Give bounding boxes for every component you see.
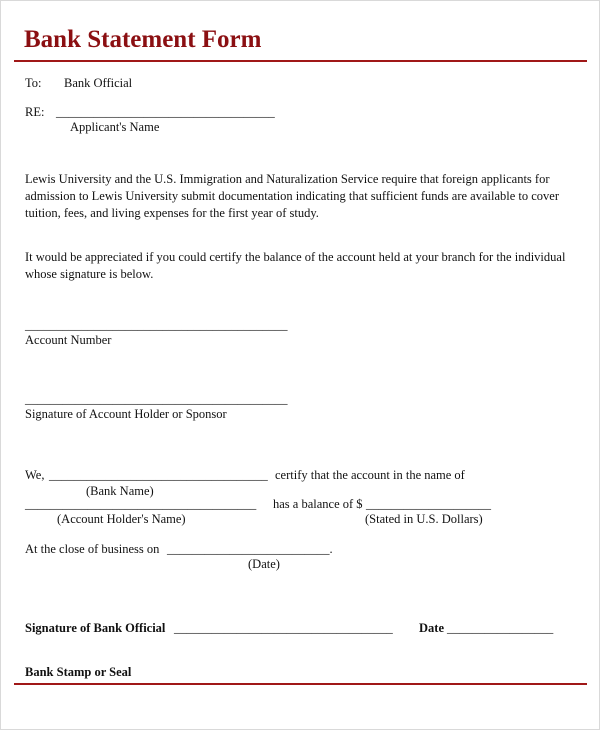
to-value: Bank Official [64,76,133,90]
amount-line[interactable]: ____________________ [366,497,491,511]
intro-paragraph: Lewis University and the U.S. Immigration and Naturalization Service require that foreign applicants for admission to Lewis University submit documentation indicating that sufficient funds are available to cover tuition, fees, and living expenses for the first year of study. [25,172,560,220]
holder-name-caption: (Account Holder's Name) [57,512,186,526]
official-date-label: Date [419,621,444,635]
date-caption: (Date) [248,557,280,571]
balance-text: has a balance of $ [273,497,363,511]
certify-text: certify that the account in the name of [275,468,465,482]
amount-caption: (Stated in U.S. Dollars) [365,512,483,526]
account-number-line[interactable]: __________________________________________ [25,318,288,332]
bank-stamp-label: Bank Stamp or Seal [25,665,132,679]
bank-name-line[interactable]: ___________________________________ [49,468,268,482]
applicant-name-line[interactable]: ___________________________________ [56,105,275,119]
top-divider [14,60,587,62]
close-of-business-text: At the close of business on [25,542,160,556]
form-title: Bank Statement Form [24,26,262,53]
bank-official-signature-line[interactable]: ___________________________________ [174,621,393,635]
official-date-line[interactable]: _________________ [447,621,554,635]
request-paragraph: It would be appreciated if you could certify the balance of the account held at your branch for the individual whose signature is below. [25,250,566,281]
holder-signature-line[interactable]: __________________________________________ [25,392,288,406]
holder-signature-caption: Signature of Account Holder or Sponsor [25,407,227,421]
re-label: RE: [25,105,45,119]
bank-official-signature-label: Signature of Bank Official [25,621,166,635]
to-label: To: [25,76,42,90]
applicant-name-caption: Applicant's Name [70,120,160,134]
bottom-divider [14,683,587,685]
bank-name-caption: (Bank Name) [86,484,154,498]
we-label: We, [25,468,45,482]
date-line[interactable]: __________________________. [167,542,333,556]
holder-name-line[interactable]: _____________________________________ [25,497,257,511]
account-number-caption: Account Number [25,333,112,347]
